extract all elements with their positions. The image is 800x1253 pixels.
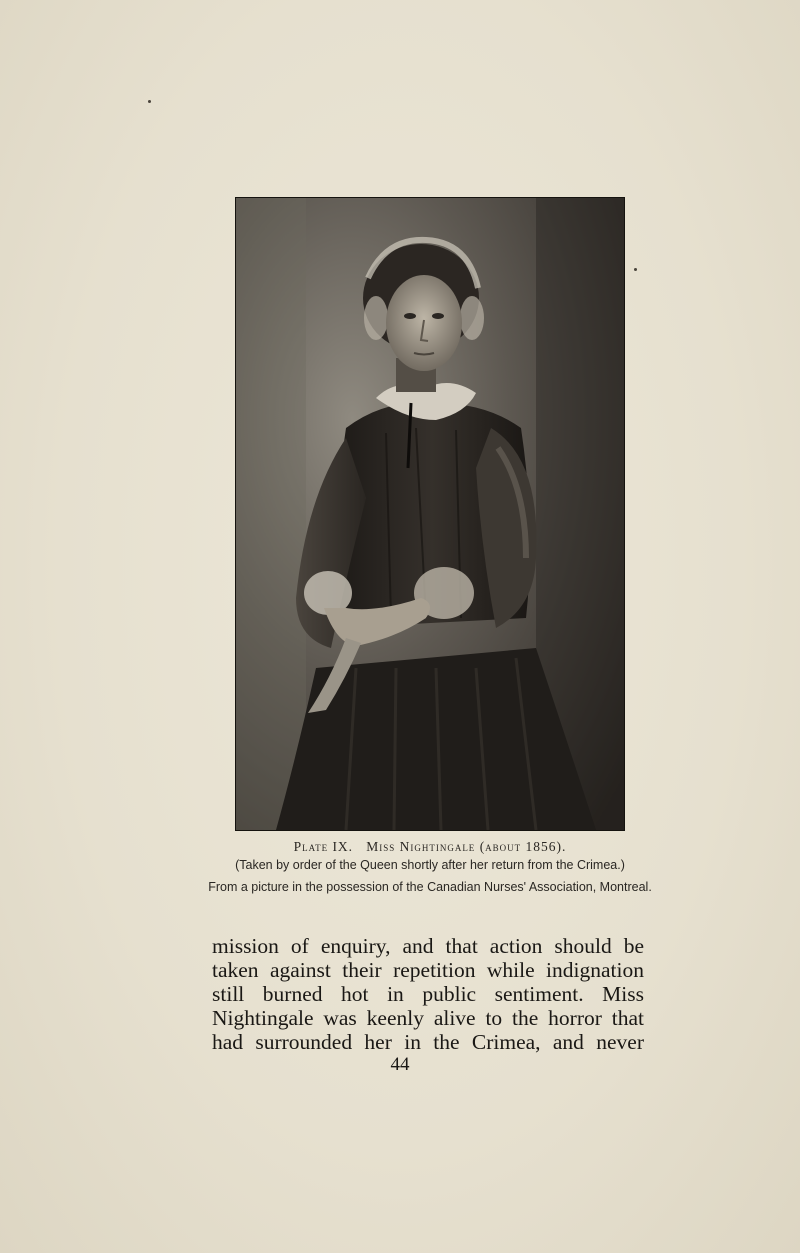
plate-source: From a picture in the possession of the Canadian Nurses' Association, Montreal. <box>208 880 652 894</box>
portrait-plate <box>236 198 624 830</box>
plate-label: Plate IX. <box>293 839 354 854</box>
body-line: mission of enquiry, and that action should be <box>212 934 644 958</box>
body-line: taken against their repetition while indignation <box>212 958 644 982</box>
plate-title <box>200 838 660 856</box>
paper-speck <box>634 268 637 271</box>
page-number: 44 <box>390 1054 410 1075</box>
paper-speck <box>148 100 151 103</box>
body-paragraph <box>212 934 644 1054</box>
plate-subject: Miss Nightingale <box>366 839 476 854</box>
body-line: still burned hot in public sentiment. Miss <box>212 982 644 1006</box>
plate-date: (about 1856). <box>479 839 567 854</box>
body-line: had surrounded her in the Crimea, and never <box>212 1030 644 1054</box>
plate-note: (Taken by order of the Queen shortly after her return from the Crimea.) <box>235 858 625 872</box>
plate-caption <box>200 838 660 894</box>
portrait-photograph <box>236 198 624 830</box>
body-line: Nightingale was keenly alive to the horror that <box>212 1006 644 1030</box>
